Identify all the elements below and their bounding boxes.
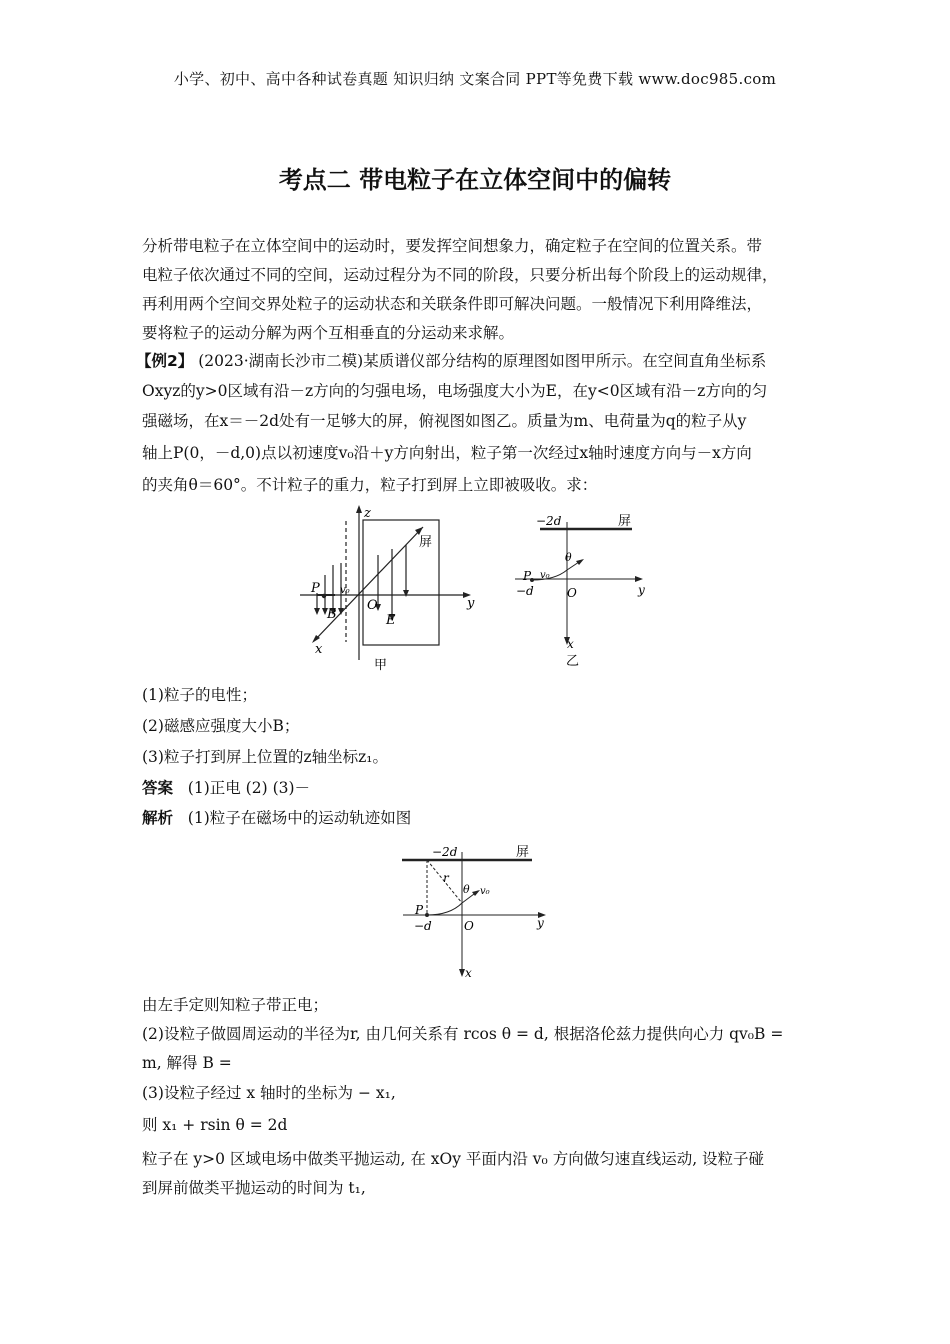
label-x: x bbox=[315, 642, 323, 657]
label-P: P bbox=[311, 581, 320, 596]
example-label: 【例2】 bbox=[136, 352, 194, 370]
label-y: y bbox=[638, 583, 645, 597]
figure-solution bbox=[398, 838, 558, 983]
section-title: 考点二 带电粒子在立体空间中的偏转 bbox=[278, 166, 672, 194]
solution-line: 由左手定则知粒子带正电； bbox=[142, 996, 329, 1014]
figure-caption: 甲 bbox=[374, 658, 388, 673]
label-r: r bbox=[443, 871, 449, 885]
intro-line: 再利用两个空间交界处粒子的运动状态和关联条件即可解决问题。一般情况下利用降维法， bbox=[142, 295, 763, 313]
figure-jia bbox=[295, 505, 485, 675]
label-v0: v₀ bbox=[480, 886, 490, 897]
intro-line: 分析带电粒子在立体空间中的运动时，要发挥空间想象力，确定粒子在空间的位置关系。带 bbox=[142, 237, 763, 255]
question-item: (3)粒子打到屏上位置的z轴坐标z₁。 bbox=[142, 748, 389, 766]
figure-yi bbox=[510, 508, 655, 670]
figure-caption: 乙 bbox=[566, 654, 580, 669]
example-line: 强磁场，在x＝－2d处有一足够大的屏，俯视图如图乙。质量为m、电荷量为q的粒子从y bbox=[142, 412, 747, 430]
label-E: E bbox=[386, 613, 396, 628]
label-x: x bbox=[567, 637, 574, 651]
page-header: 小学、初中、高中各种试卷真题 知识归纳 文案合同 PPT等免费下载 www.doc985.com bbox=[173, 70, 777, 88]
question-item: (1)粒子的电性； bbox=[142, 686, 257, 704]
label-x: x bbox=[465, 966, 472, 980]
solution-line: (3)设粒子经过 x 轴时的坐标为 − x₁, bbox=[142, 1084, 396, 1102]
label-screen: 屏 bbox=[516, 845, 530, 860]
label-y: y bbox=[537, 916, 544, 930]
label-v0: v₀ bbox=[340, 585, 350, 596]
label-y: y bbox=[467, 596, 475, 611]
label-O: O bbox=[367, 598, 378, 613]
question-item: (2)磁感应强度大小B； bbox=[142, 717, 300, 735]
example-text: (2023·湖南长沙市二模)某质谱仪部分结构的原理图如图甲所示。在空间直角坐标系 bbox=[198, 352, 767, 370]
label-O: O bbox=[567, 586, 577, 600]
example-line: 的夹角θ＝60°。不计粒子的重力，粒子打到屏上立即被吸收。求： bbox=[142, 476, 598, 494]
label-B: B bbox=[327, 607, 337, 622]
intro-line: 要将粒子的运动分解为两个互相垂直的分运动来求解。 bbox=[142, 324, 515, 342]
answer-text: (1)正电 (2) (3)－ bbox=[187, 779, 311, 797]
label-minus-d: −d bbox=[414, 919, 432, 933]
label-theta: θ bbox=[565, 551, 572, 564]
analysis-label: 解析 bbox=[142, 809, 174, 827]
label-minus-2d: −2d bbox=[536, 514, 562, 528]
solution-line: 到屏前做类平抛运动的时间为 t₁, bbox=[142, 1179, 366, 1197]
label-theta: θ bbox=[463, 883, 470, 896]
answer bbox=[142, 776, 814, 800]
example-line: Oxyz的y>0区域有沿－z方向的匀强电场，电场强度大小为E，在y<0区域有沿－z方向的匀 bbox=[142, 382, 768, 400]
solution-line: 则 x₁ + rsin θ = 2d bbox=[142, 1116, 288, 1134]
intro-line: 电粒子依次通过不同的空间，运动过程分为不同的阶段，只要分析出每个阶段上的运动规律， bbox=[142, 266, 778, 284]
solution-line: m, 解得 B = bbox=[142, 1054, 232, 1072]
analysis bbox=[142, 806, 814, 830]
label-P: P bbox=[523, 569, 532, 583]
example-line: 轴上P(0，－d,0)点以初速度v₀沿＋y方向射出，粒子第一次经过x轴时速度方向与－x方向 bbox=[142, 444, 752, 462]
answer-label: 答案 bbox=[142, 779, 174, 797]
label-screen: 屏 bbox=[618, 514, 632, 529]
label-minus-2d: −2d bbox=[432, 845, 458, 859]
label-z: z bbox=[364, 506, 371, 521]
label-v0: v₀ bbox=[540, 570, 550, 581]
example-line bbox=[136, 349, 808, 373]
solution-line: (2)设粒子做圆周运动的半径为r, 由几何关系有 rcos θ = d, 根据洛伦兹力提供向心力 qv₀B = bbox=[142, 1025, 784, 1043]
label-P: P bbox=[415, 903, 424, 917]
label-screen: 屏 bbox=[419, 535, 433, 550]
label-O: O bbox=[464, 919, 474, 933]
solution-line: 粒子在 y>0 区域电场中做类平抛运动, 在 xOy 平面内沿 v₀ 方向做匀速直线运动, 设粒子碰 bbox=[142, 1150, 765, 1168]
label-minus-d: −d bbox=[516, 584, 534, 598]
analysis-text: (1)粒子在磁场中的运动轨迹如图 bbox=[187, 809, 412, 827]
